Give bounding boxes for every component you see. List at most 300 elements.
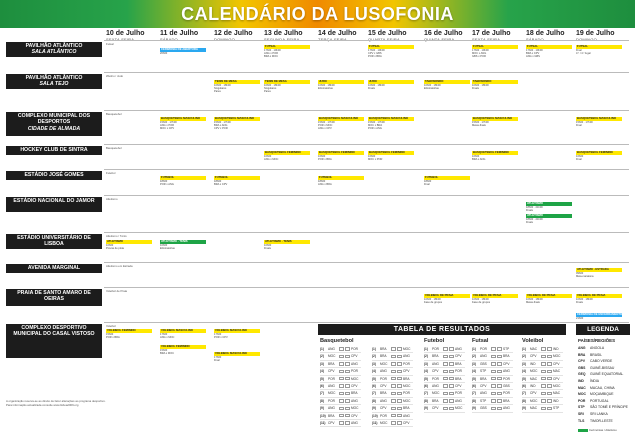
match-row <box>320 361 361 368</box>
match-row <box>424 353 465 360</box>
event-detail: Eliminatórias <box>424 86 439 90</box>
legend-code: GEQ <box>578 372 586 377</box>
legend-code: IND <box>578 379 584 383</box>
team-home: MOC <box>328 391 336 396</box>
event-label: ATLETISMO · ESTRADA <box>576 268 622 272</box>
score-box-away[interactable] <box>547 392 552 395</box>
event-detail: ANG x POR <box>264 51 278 55</box>
venue-name: PAVILHÃO ATLÂNTICO <box>25 43 83 49</box>
score-box-home[interactable] <box>391 421 396 424</box>
event-detail: 15h00 · 17h00 <box>318 120 335 124</box>
score-box-home[interactable] <box>491 399 496 402</box>
venue-sport: Atletismo <box>106 197 118 201</box>
team-home: STP <box>480 398 487 403</box>
match-row <box>320 383 361 390</box>
legend-title: LEGENDA <box>576 324 630 335</box>
match-row <box>320 346 361 353</box>
score-box-home[interactable] <box>391 362 396 365</box>
score-box-home[interactable] <box>491 384 496 387</box>
match-number: (8) <box>424 398 428 403</box>
match-row <box>472 361 513 368</box>
event-label: BASQUETEBOL MASCULINO <box>160 117 206 121</box>
day-weekday: DOMINGO <box>214 37 235 42</box>
match-number: (2) <box>472 354 476 359</box>
score-box-away[interactable] <box>397 392 402 395</box>
event-detail: 16h00 <box>318 154 326 158</box>
match-row <box>372 420 413 427</box>
event-detail: CPV x GBS <box>368 51 382 55</box>
score-box-away[interactable] <box>497 407 502 410</box>
score-box-home[interactable] <box>443 355 448 358</box>
event-block <box>214 117 260 130</box>
team-away: ANG <box>351 398 358 403</box>
event-detail: Finais <box>264 246 271 250</box>
day-date: 10 de Julho <box>106 30 145 37</box>
event-block <box>368 117 414 130</box>
team-home: STP <box>480 369 487 374</box>
score-box-home[interactable] <box>443 347 448 350</box>
score-box-away[interactable] <box>547 347 552 350</box>
score-box-away[interactable] <box>497 377 502 380</box>
row-divider <box>104 144 629 145</box>
match-row <box>424 376 465 383</box>
team-away: ANG <box>503 406 510 411</box>
score-box-away[interactable] <box>397 384 402 387</box>
team-home: POR <box>432 347 439 351</box>
event-detail: BRA x ANG <box>214 123 228 127</box>
team-home: CPV <box>530 354 537 359</box>
event-block <box>160 329 206 339</box>
score-box-away[interactable] <box>345 414 350 417</box>
legend-name: PORTUGAL <box>590 398 609 403</box>
score-box-home[interactable] <box>339 355 344 358</box>
score-box-home[interactable] <box>491 347 496 350</box>
results-column <box>320 346 361 427</box>
day-date: 11 de Julho <box>160 30 199 37</box>
sport-label-volleyball: Voleibol <box>522 338 544 344</box>
team-away: STP <box>553 406 560 411</box>
venue-sport: Basquetebol <box>106 112 122 116</box>
match-number: (9) <box>372 406 376 411</box>
day-weekday: SEGUNDA-FEIRA <box>264 37 300 42</box>
venue-sport: Basquetebol <box>106 146 122 150</box>
score-box-away[interactable] <box>397 377 402 380</box>
event-block <box>264 80 310 93</box>
event-detail: Meias-finais <box>526 300 540 304</box>
team-away: BRA <box>351 391 358 396</box>
legend-code: GBS <box>578 365 586 370</box>
event-label: JUDO <box>368 80 414 84</box>
event-label: TAEKWONDO <box>472 80 518 84</box>
score-box-home[interactable] <box>491 407 496 410</box>
event-detail: MOC x ANG <box>472 51 487 55</box>
score-box-home[interactable] <box>339 362 344 365</box>
results-table-title: TABELA DE RESULTADOS <box>318 324 566 335</box>
event-detail: POR x BRA <box>368 55 382 59</box>
match-row <box>320 368 361 375</box>
score-box-away[interactable] <box>345 399 350 402</box>
team-away: CPV <box>553 376 560 381</box>
event-detail: 20h00 <box>160 51 168 55</box>
score-box-away[interactable] <box>497 370 502 373</box>
score-box-home[interactable] <box>541 362 546 365</box>
day-weekday: QUINTA-FEIRA <box>424 37 455 42</box>
score-box-home[interactable] <box>541 384 546 387</box>
score-box-home[interactable] <box>541 347 546 350</box>
score-box-away[interactable] <box>497 347 502 350</box>
score-box-home[interactable] <box>491 370 496 373</box>
legend-item <box>578 359 612 363</box>
event-block <box>368 151 414 161</box>
score-box-home[interactable] <box>391 347 396 350</box>
match-row <box>522 368 563 375</box>
match-row <box>472 353 513 360</box>
score-box-away[interactable] <box>345 362 350 365</box>
score-box-home[interactable] <box>391 414 396 417</box>
day-weekday: DOMINGO <box>576 37 597 42</box>
score-box-home[interactable] <box>391 399 396 402</box>
score-box-away[interactable] <box>497 384 502 387</box>
event-detail: Pares <box>214 90 221 94</box>
match-number: (1) <box>372 347 376 351</box>
legend-code: POR <box>578 398 586 403</box>
team-home: BRA <box>328 413 335 418</box>
team-away: MOC <box>403 398 411 403</box>
day-date: 14 de Julho <box>318 30 357 37</box>
team-away: CPV <box>403 369 410 374</box>
match-number: (7) <box>522 391 526 396</box>
event-detail: Fase de grupos <box>424 300 443 304</box>
match-number: (11) <box>320 420 326 425</box>
venue-header <box>6 289 102 306</box>
score-box-home[interactable] <box>391 377 396 380</box>
event-detail: 10h00 · 18h00 <box>318 83 335 87</box>
event-block <box>160 240 206 250</box>
event-label: BASQUETEBOL MASCULINO <box>472 117 518 121</box>
legend-code: MOC <box>578 392 586 397</box>
team-away: MOC <box>403 383 411 388</box>
score-box-home[interactable] <box>491 355 496 358</box>
event-label: VOLEIBOL FEMININO <box>106 329 152 333</box>
score-box-away[interactable] <box>547 362 552 365</box>
event-detail: 18h00 <box>214 179 222 183</box>
green-swatch <box>578 429 588 432</box>
team-away: GBS <box>503 383 510 388</box>
score-box-away[interactable] <box>397 370 402 373</box>
score-box-away[interactable] <box>449 347 454 350</box>
score-box-home[interactable] <box>443 377 448 380</box>
score-box-away[interactable] <box>547 384 552 387</box>
team-home: CPV <box>380 406 387 411</box>
score-box-away[interactable] <box>397 362 402 365</box>
score-box-home[interactable] <box>541 392 546 395</box>
score-box-away[interactable] <box>497 399 502 402</box>
score-box-home[interactable] <box>443 407 448 410</box>
score-box-home[interactable] <box>339 370 344 373</box>
match-row <box>522 398 563 405</box>
event-label: CERIMÓNIA DE ENCERRAMENTO <box>577 313 622 316</box>
score-box-away[interactable] <box>497 355 502 358</box>
score-box-away[interactable] <box>345 355 350 358</box>
team-away: POR <box>503 391 510 396</box>
team-home: BRA <box>380 347 387 351</box>
event-block <box>318 80 364 90</box>
score-box-away[interactable] <box>397 421 402 424</box>
score-box-home[interactable] <box>339 347 344 350</box>
team-home: POR <box>380 376 387 381</box>
legend-item <box>578 419 613 423</box>
score-box-away[interactable] <box>397 414 402 417</box>
event-detail: POR x ANG <box>160 182 174 186</box>
score-box-away[interactable] <box>449 399 454 402</box>
score-box-home[interactable] <box>541 377 546 380</box>
event-detail: 17h00 · 19h00 <box>472 48 489 52</box>
score-box-home[interactable] <box>541 399 546 402</box>
score-box-away[interactable] <box>449 370 454 373</box>
score-box-home[interactable] <box>491 362 496 365</box>
score-box-away[interactable] <box>547 370 552 373</box>
team-home: CPV <box>328 420 335 425</box>
event-block <box>160 345 206 355</box>
score-box-away[interactable] <box>547 355 552 358</box>
event-detail: 10h00 <box>160 243 168 247</box>
team-away: MOC <box>351 376 359 381</box>
team-home: BRA <box>380 391 387 396</box>
team-home: BRA <box>480 376 487 381</box>
score-box-away[interactable] <box>497 392 502 395</box>
score-box-away[interactable] <box>345 347 350 350</box>
score-box-home[interactable] <box>339 392 344 395</box>
event-detail: 15h00 <box>106 332 114 336</box>
event-label: BASQUETEBOL FEMININO <box>576 151 622 155</box>
score-box-home[interactable] <box>443 370 448 373</box>
match-row <box>372 361 413 368</box>
event-detail: 15h00 <box>160 348 168 352</box>
event-label: BASQUETEBOL FEMININO <box>318 151 364 155</box>
event-block <box>576 45 622 55</box>
event-label: ATLETISMO · TÉNIS <box>160 240 206 244</box>
day-date: 16 de Julho <box>424 30 463 37</box>
event-block <box>576 313 622 320</box>
event-block <box>526 214 572 224</box>
event-detail: Final <box>214 358 220 362</box>
event-detail: ANG x MOC <box>264 157 279 161</box>
team-away: MOC <box>553 383 561 388</box>
event-block <box>264 45 310 58</box>
score-box-home[interactable] <box>541 370 546 373</box>
legend-name: SRI LANKA <box>590 412 608 416</box>
score-box-home[interactable] <box>339 384 344 387</box>
event-detail: 18h00 · 21h00 <box>526 205 543 209</box>
event-detail: 16h00 <box>576 154 584 158</box>
score-box-home[interactable] <box>339 407 344 410</box>
score-box-home[interactable] <box>339 414 344 417</box>
sport-label-basketball: Basquetebol <box>320 338 354 344</box>
legend-code: CPV <box>578 359 585 364</box>
team-away: POR <box>403 361 410 366</box>
event-block <box>160 117 206 130</box>
match-number: (2) <box>424 354 428 359</box>
team-away: MAC <box>553 391 561 396</box>
team-home: ANG <box>432 383 439 388</box>
team-away: ANG <box>455 347 462 351</box>
score-box-away[interactable] <box>397 355 402 358</box>
score-box-away[interactable] <box>547 377 552 380</box>
event-label: ATLETISMO · TÉNIS <box>264 240 310 244</box>
score-box-away[interactable] <box>547 399 552 402</box>
match-row <box>424 361 465 368</box>
match-row <box>522 405 563 412</box>
score-box-away[interactable] <box>449 355 454 358</box>
match-number: (8) <box>472 398 476 403</box>
venue-name: HOCKEY CLUB DE SINTRA <box>20 147 88 153</box>
score-box-home[interactable] <box>391 355 396 358</box>
venue-header <box>6 324 102 358</box>
event-detail: Finais <box>526 208 533 212</box>
event-detail: 10h00 · 18h00 <box>214 83 231 87</box>
team-away: BRA <box>403 376 410 381</box>
score-box-away[interactable] <box>449 384 454 387</box>
event-block <box>160 48 206 55</box>
match-row <box>424 346 465 353</box>
legend-name: CABO VERDE <box>590 359 613 364</box>
event-label: JUDO <box>318 80 364 84</box>
score-box-home[interactable] <box>391 392 396 395</box>
score-box-home[interactable] <box>541 355 546 358</box>
score-box-home[interactable] <box>443 392 448 395</box>
score-box-home[interactable] <box>391 384 396 387</box>
match-row <box>522 346 563 353</box>
event-detail: 17h00 <box>214 332 222 336</box>
match-number: (6) <box>472 383 476 388</box>
match-row <box>372 398 413 405</box>
event-detail: 10h00 · 18h00 <box>424 297 441 301</box>
venue-header <box>6 234 102 249</box>
team-away: POR <box>455 391 462 396</box>
team-home: CPV <box>432 369 439 374</box>
venue-sport: Futsal <box>106 42 114 46</box>
match-number: (4) <box>320 369 324 374</box>
score-box-home[interactable] <box>541 407 546 410</box>
team-away: MOC <box>403 347 411 351</box>
legend-code: MAC <box>578 385 586 390</box>
team-home: ANG <box>328 406 335 411</box>
event-detail: Final <box>576 157 582 161</box>
score-box-home[interactable] <box>443 399 448 402</box>
match-number: (7) <box>472 391 476 396</box>
score-box-away[interactable] <box>397 407 402 410</box>
event-block <box>526 45 572 58</box>
match-number: (2) <box>372 354 376 359</box>
score-box-home[interactable] <box>491 392 496 395</box>
row-divider <box>104 110 629 111</box>
score-box-away[interactable] <box>345 421 350 424</box>
team-home: IND <box>530 361 536 366</box>
row-divider <box>104 262 629 263</box>
event-detail: 17h00 · 19h00 <box>526 48 543 52</box>
match-row <box>522 353 563 360</box>
team-home: ANG <box>380 398 387 403</box>
event-detail: Singulares <box>214 86 227 90</box>
score-box-away[interactable] <box>449 377 454 380</box>
event-detail: 10h00 <box>106 243 114 247</box>
score-box-away[interactable] <box>345 407 350 410</box>
team-away: ANG <box>503 369 510 374</box>
event-block <box>576 151 622 161</box>
event-label: FUTSAL <box>368 45 414 49</box>
event-block <box>472 117 518 127</box>
team-home: POR <box>380 413 387 418</box>
match-row <box>472 405 513 412</box>
score-box-away[interactable] <box>345 377 350 380</box>
score-box-away[interactable] <box>345 370 350 373</box>
team-home: MOC <box>530 398 538 403</box>
legend-item <box>578 346 604 350</box>
page-title: CALENDÁRIO DA LUSOFONIA <box>181 4 454 24</box>
event-block <box>106 329 152 339</box>
event-label: FUTSAL <box>576 45 622 49</box>
event-block <box>264 240 310 250</box>
match-row <box>472 376 513 383</box>
event-detail: 10h00 · 18h00 <box>264 83 281 87</box>
match-number: (6) <box>320 383 324 388</box>
score-box-home[interactable] <box>391 407 396 410</box>
event-detail: 18h00 <box>160 179 168 183</box>
match-row <box>472 383 513 390</box>
row-divider <box>104 40 629 41</box>
event-block <box>318 117 364 130</box>
score-box-home[interactable] <box>491 377 496 380</box>
venue-subname: CIDADE DE ALMADA <box>27 125 81 132</box>
match-number: (8) <box>372 398 376 403</box>
score-box-home[interactable] <box>443 362 448 365</box>
row-divider <box>104 287 629 288</box>
score-box-away[interactable] <box>345 392 350 395</box>
team-away: MOC <box>553 354 561 359</box>
event-block <box>424 80 470 90</box>
score-box-home[interactable] <box>339 421 344 424</box>
row-divider <box>104 232 629 233</box>
match-number: (5) <box>320 376 324 381</box>
score-box-home[interactable] <box>339 377 344 380</box>
score-box-away[interactable] <box>449 392 454 395</box>
score-box-away[interactable] <box>449 362 454 365</box>
score-box-home[interactable] <box>339 399 344 402</box>
row-divider <box>104 72 629 73</box>
score-box-away[interactable] <box>497 362 502 365</box>
match-number: (10) <box>372 413 378 418</box>
team-away: POR <box>503 376 510 381</box>
match-row <box>320 398 361 405</box>
score-box-away[interactable] <box>345 384 350 387</box>
score-box-away[interactable] <box>547 407 552 410</box>
score-box-home[interactable] <box>391 370 396 373</box>
legend-code: ANG <box>578 346 586 350</box>
score-box-away[interactable] <box>397 347 402 350</box>
match-number: (4) <box>372 369 376 374</box>
venue-name: COMPLEXO MUNICIPAL DOS DESPORTOS <box>17 113 91 126</box>
match-row <box>472 390 513 397</box>
score-box-away[interactable] <box>449 407 454 410</box>
results-column <box>424 346 465 413</box>
title-banner <box>0 0 635 28</box>
team-away: POR <box>351 347 358 351</box>
score-box-away[interactable] <box>397 399 402 402</box>
event-label: FUTSAL <box>526 45 572 49</box>
day-weekday: SÁBADO <box>160 37 178 42</box>
team-home: IND <box>530 383 536 388</box>
score-box-home[interactable] <box>443 384 448 387</box>
